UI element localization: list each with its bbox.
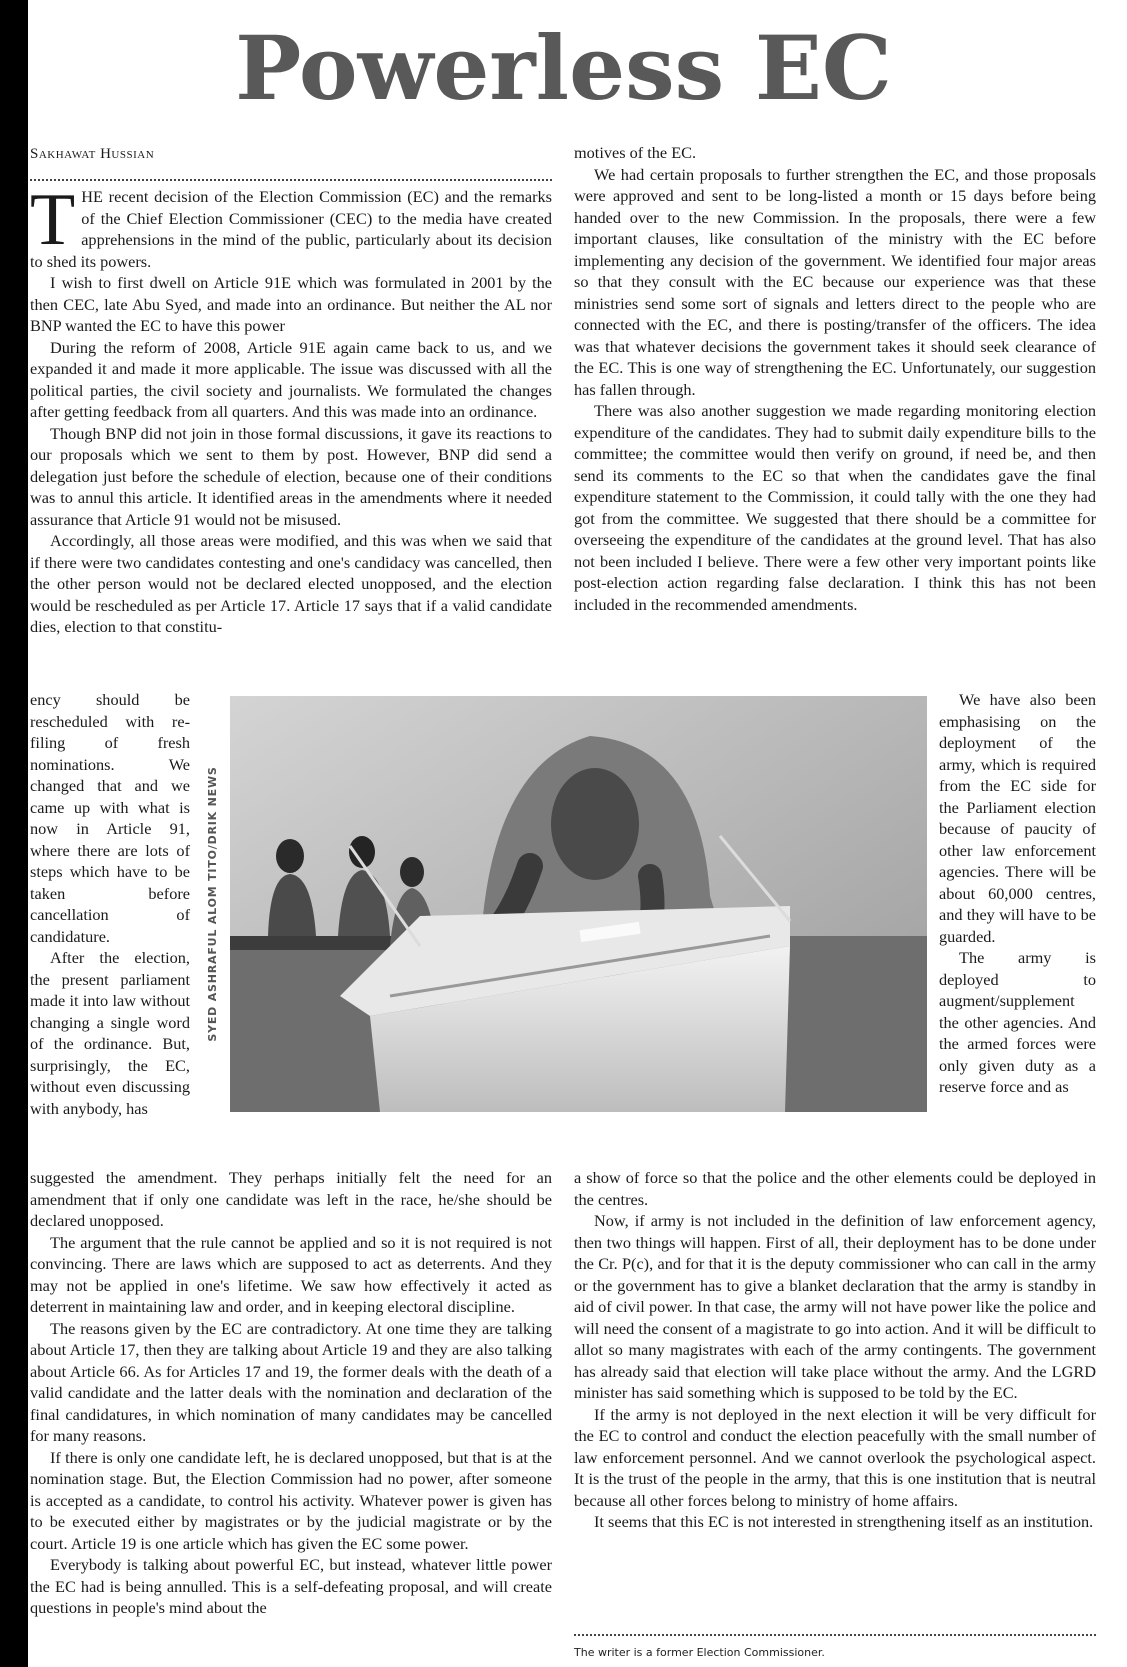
person-head	[276, 839, 304, 873]
author-note: The writer is a former Election Commissioner.	[574, 1646, 825, 1659]
paragraph: I wish to first dwell on Article 91E which was formulated in 2001 by the then CEC, late Abu Syed, and made into an ordinance. But neither the AL nor BNP wanted the EC to have this power	[30, 273, 552, 335]
paragraph: Though BNP did not join in those formal discussions, it gave its reactions to our proposals which we sent to them by post. However, BNP did send a delegation just before the schedule of election, because one of their conditions was to annul this article. It identified areas in the amendments where it needed assurance that Article 91 would not be misused.	[30, 423, 552, 529]
person-head	[400, 857, 424, 887]
footnote-divider	[574, 1634, 1096, 1636]
right-column-narrow	[939, 689, 1096, 1098]
paragraph: The army is deployed to augment/supplement the other agencies. And the armed forces were only given duty as a reserve force and as	[939, 948, 1096, 1096]
paragraph: There was also another suggestion we made regarding monitoring election expenditure of the candidates. They had to submit daily expenditure bills to the committee; the committee would then verify on ground, if need be, and then send its comments to the EC so that when the candidates gave the final expenditure statement to the Commission, it could tally with the one they had got from the committee. We suggested that there should be a committee for overseeing the expenditure of the candidates at the ground level. That has also not been included I believe. There were a few other very important points like post-election action regarding false declaration. I think this has not been included in the recommended amendments.	[574, 401, 1096, 614]
byline-divider	[30, 179, 552, 181]
headline: Powerless EC	[235, 16, 892, 120]
paragraph: motives of the EC.	[574, 143, 697, 162]
paragraph: After the election, the present parliament made it into law without changing a single word of the ordinance. But, surprisingly, the EC, without even discussing with anybody, has	[30, 948, 190, 1118]
right-column-lower	[574, 1167, 1096, 1533]
paragraph: ency should be rescheduled with re-filing of fresh nominations. We changed that and we came up with what is now in Article 91, where there are lots of steps which have to be taken before cancellation of candidature.	[30, 690, 190, 946]
left-page-edge	[0, 0, 28, 1667]
paragraph: Now, if army is not included in the definition of law enforcement agency, then two things will happen. First of all, their deployment has to be done under the Cr. P(c), and for that it is the deputy commissioner who can call in the army or the government has to give a blanket declaration that the army is standby in aid of civil power. In that case, the army will not have power like the police and will need the consent of a magistrate to go into action. And it will be difficult to allot so many magistrates with each of the army contingents. The government has already said that election will take place without the army. And the LGRD minister has said something which is supposed to be told by the EC.	[574, 1211, 1096, 1402]
paragraph: THE recent decision of the Election Commission (EC) and the remarks of the Chief Election Commissioner (CEC) to the media have created apprehensions in the mind of the public, particularly about its decision to shed its powers.	[30, 179, 552, 271]
paragraph: Accordingly, all those areas were modified, and this was when we said that if there were two candidates contesting and one's candidacy was cancelled, then the other person would not be declared elected unopposed, and the election would be rescheduled as per Article 17. Article 17 says that if a valid candidate dies, election to that constitu-	[30, 531, 552, 636]
photo-ballot-box-voter	[230, 696, 927, 1112]
paragraph: We had certain proposals to further strengthen the EC, and those proposals were approved and sent to be long-listed a month or 15 days before being handed over to the new Commission. In the proposals, there were a few important clauses, like consultation of the ministry with the EC before implementing any decision of the government. We identified four major areas so that they consult with the EC because our experience was that these ministries send some sort of signals and letters direct to the people who are connected with the EC, and there is posting/transfer of the officers. The idea was that whatever decisions the government takes it should seek clearance of the EC. This is one way of strengthening the EC. Unfortunately, our suggestion has fallen through.	[574, 164, 1096, 399]
paragraph: The reasons given by the EC are contradictory. At one time they are talking about Article 17, then they are talking about Article 19 and they are also talking about Article 66. As for Articles 17 and 19, the former deals with the death of a valid candidate and the latter deals with the nomination and declaration of the final candidatures, in which nomination of many candidates may be cancelled for many reasons.	[30, 1318, 552, 1445]
photo-credit: SYED ASHRAFUL ALOM TITO/DRIK NEWS	[206, 766, 219, 1042]
face	[551, 768, 639, 880]
left-column-lower	[30, 1167, 552, 1619]
paragraph: If the army is not deployed in the next election it will be very difficult for the EC to control and conduct the election peacefully with the small number of law enforcement personnel. And we cannot overlook the psychological aspect. It is the trust of the people in the army, that this is one institution that is neutral because all other forces belong to ministry of home affairs.	[574, 1404, 1096, 1510]
drop-cap: T	[30, 179, 76, 261]
paragraph: It seems that this EC is not interested in strengthening itself as an institution.	[594, 1512, 1094, 1531]
byline: Sakhawat Hussian	[30, 146, 155, 162]
left-column-narrow	[30, 689, 190, 1119]
paragraph: a show of force so that the police and the other elements could be deployed in the centres.	[574, 1168, 1096, 1209]
right-column-upper	[574, 142, 1096, 615]
paragraph: During the reform of 2008, Article 91E again came back to us, and we expanded it and made it more applicable. The issue was discussed with all the political parties, the civil society and journalists. We formulated the changes after getting feedback from all quarters. And this was made into an ordinance.	[30, 337, 552, 421]
article-photo	[230, 696, 927, 1112]
paragraph: We have also been emphasising on the deployment of the army, which is required from the EC side for the Parliament election because of paucity of other law enforcement agencies. There will be about 60,000 centres, and they will have to be guarded.	[939, 690, 1096, 946]
left-column-upper	[30, 179, 552, 638]
paragraph: suggested the amendment. They perhaps initially felt the need for an amendment that if only one candidate was left in the race, he/she should be declared unopposed.	[30, 1168, 552, 1230]
paragraph: The argument that the rule cannot be applied and so it is not required is not convincing. There are laws which are supposed to act as deterrents. And they may not be applied in one's lifetime. We saw how effectively it acted as deterrent in maintaining law and order, and in keeping electoral discipline.	[30, 1232, 552, 1316]
paragraph: If there is only one candidate left, he is declared unopposed, but that is at the nomination stage. But, the Election Commission had no power, after someone is accepted as a candidate, to control his activity. Whatever power is given has to be executed either by magistrates or by the judicial magistrate or by the court. Article 19 is one article which has given the EC some power.	[30, 1447, 552, 1553]
paragraph: Everybody is talking about powerful EC, but instead, whatever little power the EC had is being annulled. This is a self-defeating proposal, and will create questions in people's mind about the	[30, 1555, 552, 1617]
